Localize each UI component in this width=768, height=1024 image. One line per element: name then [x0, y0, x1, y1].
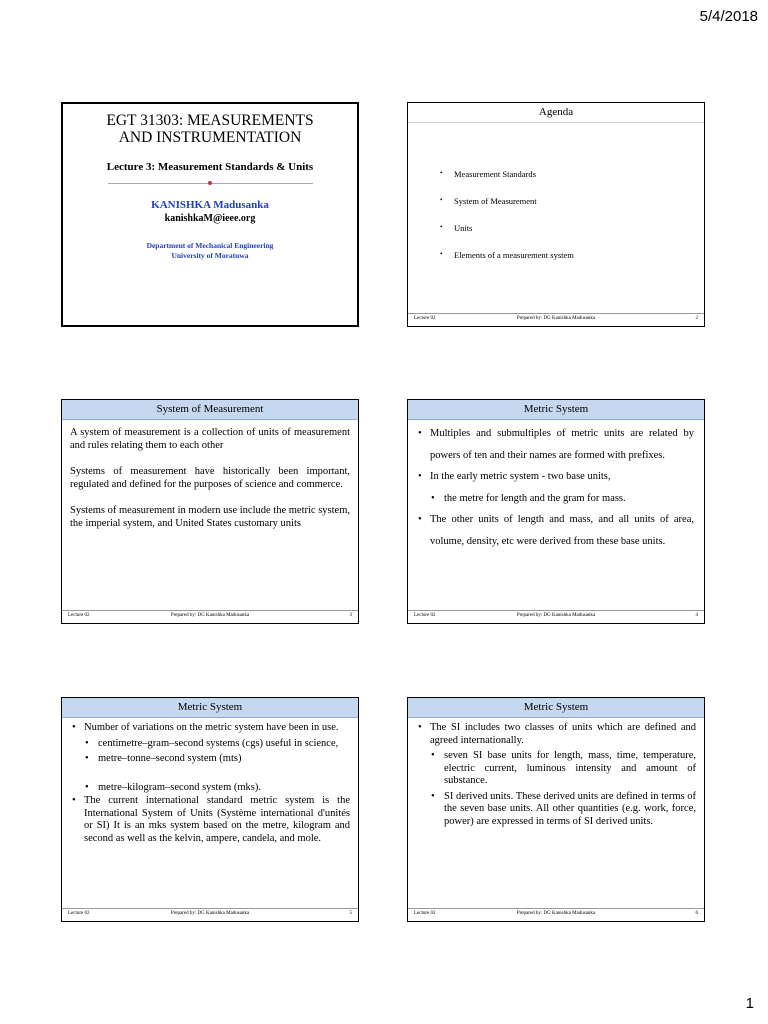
- footer-lecture: Lecture 02: [414, 316, 436, 321]
- slide-body: [408, 718, 704, 828]
- slide-footer: [68, 909, 352, 918]
- slide-number: 2: [695, 316, 698, 321]
- paragraph: Systems of measurement have historically been important, regulated and defined for the purposes of science and commerce.: [70, 466, 350, 490]
- agenda-list: [440, 169, 704, 277]
- paragraph: Systems of measurement in modern use include the metric system, the imperial system, and United States customary units: [70, 505, 350, 529]
- slide-metric-system-2: [61, 697, 359, 922]
- sub-bullet-item: • seven SI base units for length, mass, time, temperature, electric current, luminous intensity and amount of substance.: [416, 750, 696, 788]
- agenda-item: • System of Measurement: [440, 196, 704, 223]
- author-name: KANISHKA Madusanka: [151, 199, 269, 211]
- divider-dot: [208, 181, 212, 185]
- footer-prepared: Prepared by: DG Kanishka Madusanka: [516, 316, 596, 321]
- bullet-list: [70, 722, 350, 845]
- slide-header: System of Measurement: [62, 400, 358, 420]
- slide-number: 4: [695, 613, 698, 618]
- footer-lecture: Lecture 02: [414, 911, 436, 916]
- footer-lecture: Lecture 02: [68, 613, 90, 618]
- slide-system-of-measurement: [61, 399, 359, 624]
- sub-bullet-item: • SI derived units. These derived units are defined in terms of the seven base units. All other quantities (e.g. work, force, power) are expressed in terms of SI derived units.: [416, 791, 696, 829]
- course-title: EGT 31303: MEASUREMENTS AND INSTRUMENTATION: [106, 112, 314, 146]
- bullet-item: • In the early metric system - two base units,: [416, 466, 694, 488]
- slide-title: [61, 102, 359, 327]
- bullet-item: • The other units of length and mass, and all units of area, volume, density, etc were derived from these base units.: [416, 509, 694, 552]
- university-line: University of Moratuwa: [171, 251, 249, 260]
- footer-prepared: Prepared by: DG Kanishka Madusanka: [170, 911, 250, 916]
- slide-header: Metric System: [62, 698, 358, 718]
- footer-prepared: Prepared by: DG Kanishka Madusanka: [516, 911, 596, 916]
- slide-header: Metric System: [408, 698, 704, 718]
- footer-lecture: Lecture 02: [414, 613, 436, 618]
- slide-footer: [414, 314, 698, 323]
- footer-prepared: Prepared by: DG Kanishka Madusanka: [516, 613, 596, 618]
- slide-header: Agenda: [408, 103, 704, 123]
- author-email: kanishkaM@ieee.org: [164, 213, 256, 224]
- footer-prepared: Prepared by: DG Kanishka Madusanka: [170, 613, 250, 618]
- slide-body: [62, 420, 358, 530]
- slide-number: 5: [349, 911, 352, 916]
- slide-header: Metric System: [408, 400, 704, 420]
- slide-body: [408, 420, 704, 552]
- department-line: Department of Mechanical Engineering: [146, 241, 274, 250]
- slide-footer: [414, 611, 698, 620]
- bullet-list: [416, 722, 696, 828]
- slide-body: [62, 718, 358, 845]
- bullet-item: • Multiples and submultiples of metric units are related by powers of ten and their names are formed with prefixes.: [416, 423, 694, 466]
- slide-metric-system-3: [407, 697, 705, 922]
- slide-footer: [68, 611, 352, 620]
- bullet-item: • The current international standard metric system is the International System of Units (Système international d'unités or SI) It is an mks system based on the metre, kilogram and second as well as the kelvin, ampere, candela, and mole.: [70, 795, 350, 845]
- bullet-item: • The SI includes two classes of units which are defined and agreed internationally.: [416, 722, 696, 747]
- sub-bullet-item: • centimetre–gram–second systems (cgs) useful in science,: [70, 738, 350, 751]
- slide-number: 6: [695, 911, 698, 916]
- title-divider: [108, 183, 313, 184]
- agenda-item: • Units: [440, 223, 704, 250]
- slide-agenda: [407, 102, 705, 327]
- slide-number: 3: [349, 613, 352, 618]
- bullet-item: • Number of variations on the metric system have been in use.: [70, 722, 350, 735]
- page-number: 1: [745, 995, 754, 1012]
- sub-bullet-item: • metre–tonne–second system (mts): [70, 753, 350, 766]
- sub-bullet-item: • metre–kilogram–second system (mks).: [70, 782, 350, 795]
- slide-metric-system-1: [407, 399, 705, 624]
- paragraph: A system of measurement is a collection of units of measurement and rules relating them to each other: [70, 427, 350, 451]
- lecture-title: Lecture 3: Measurement Standards & Units: [106, 161, 314, 173]
- agenda-item: • Measurement Standards: [440, 169, 704, 196]
- department: [63, 241, 357, 261]
- agenda-item: • Elements of a measurement system: [440, 250, 704, 277]
- footer-lecture: Lecture 02: [68, 911, 90, 916]
- sub-bullet-item: • the metre for length and the gram for mass.: [416, 488, 694, 510]
- slide-footer: [414, 909, 698, 918]
- bullet-list: [416, 423, 694, 552]
- page-date: 5/4/2018: [699, 8, 758, 25]
